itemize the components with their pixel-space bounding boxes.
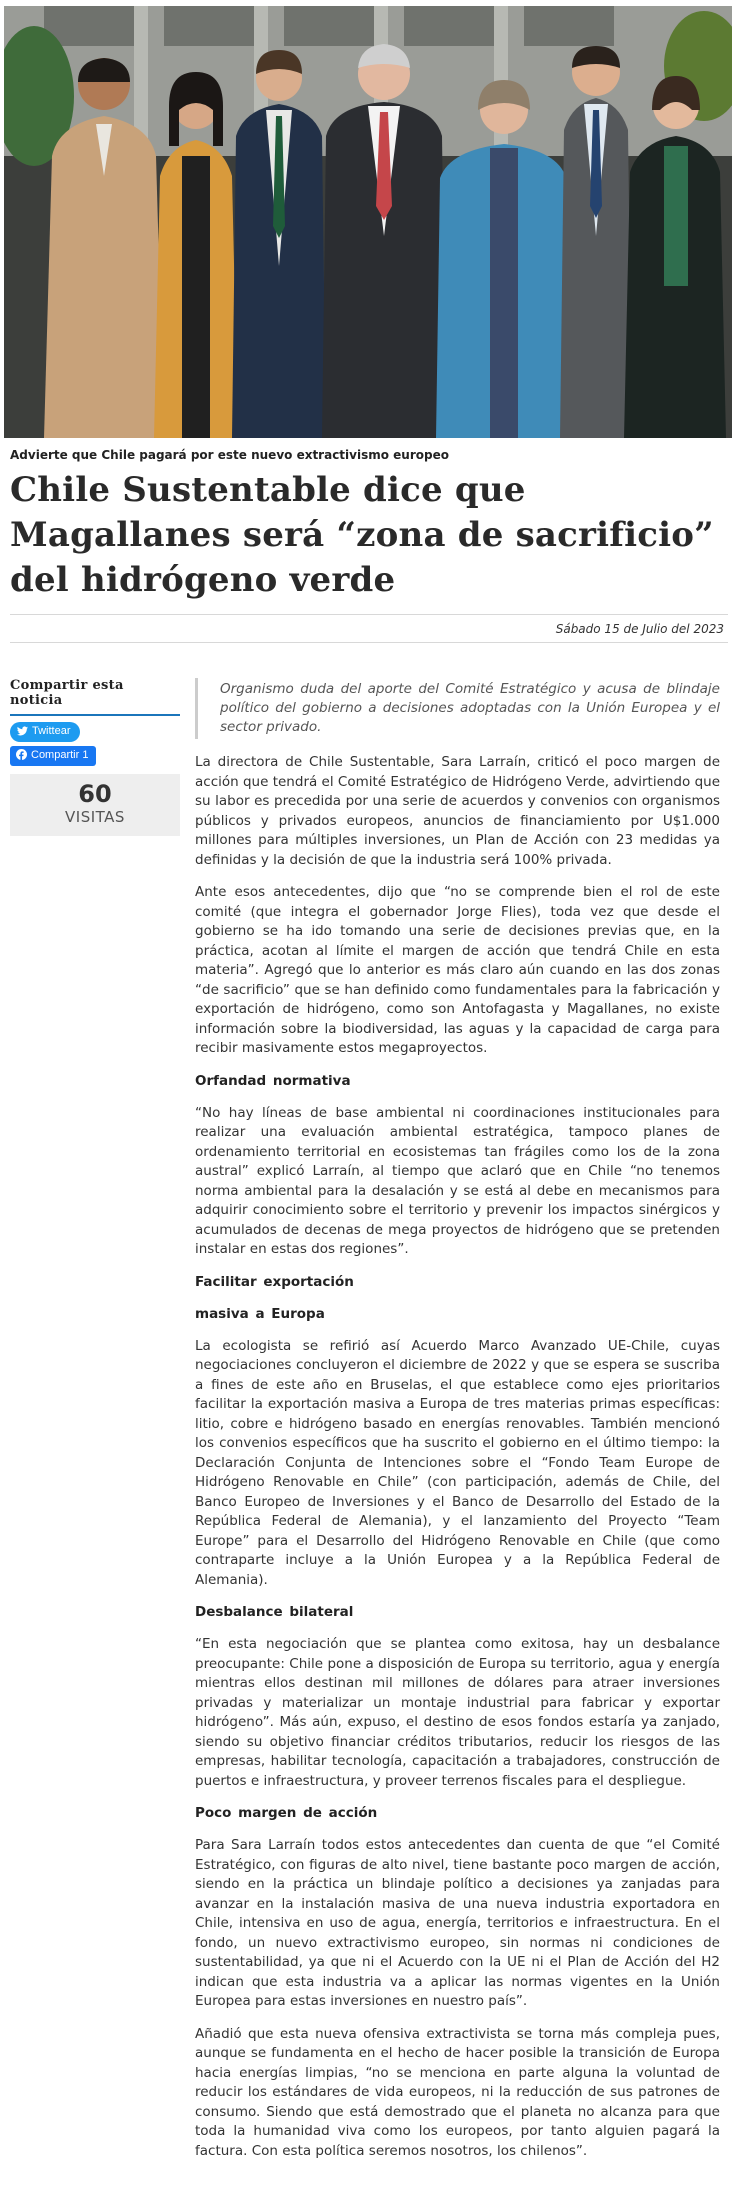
section-heading: Poco margen de acción bbox=[195, 1805, 378, 1821]
visits-label: VISITAS bbox=[65, 808, 125, 826]
article-date: Sábado 15 de Julio del 2023 bbox=[555, 622, 724, 636]
hero-photo bbox=[4, 6, 732, 438]
paragraph: Para Sara Larraín todos estos antecedentes dan cuenta de que “el Comité Estratégico, con figuras de alto nivel, tiene bastante poco margen de acción, siendo en la práctica un blindaje político a decisiones ya zanjadas para avanzar en la instalación masiva de una nueva industria exportadora en Chile, intensiva en uso de agua, energía, territorios e infraestructura. En el fondo, un nuevo extractivismo europeo, sin normas ni condiciones de sustentabilidad, ya que ni el Acuerdo con la UE ni el Plan de Acción del H2 indican que esta industria va a aplicar las normas vigentes en la Unión Europea para estas inversiones en nuestro país”. bbox=[195, 1837, 720, 2009]
article-headline: Chile Sustentable dice que Magallanes será “zona de sacrificio” del hidrógeno verde bbox=[10, 470, 714, 600]
section-heading: masiva a Europa bbox=[195, 1305, 325, 1322]
paragraph: Ante esos antecedentes, dijo que “no se comprende bien el rol de este comité (que integra el gobernador Jorge Flies), toda vez que desde el gobierno se ha ido tomando una serie de decisiones previas que, en la práctica, acotan al límite el margen de acción que tendrá Chile en esta materia”. Agregó que lo anterior es más claro aún cuando en las dos zonas “de sacrificio” que se han definido como fundamentales para la fabricación y exportación de hidrógeno, como son Antofagasta y Magallanes, no existe información sobre la biodiversidad, las aguas y la capacidad de carga para recibir masivamente estos megaproyectos. bbox=[195, 884, 720, 1056]
divider bbox=[10, 642, 728, 643]
paragraph: Añadió que esta nueva ofensiva extractivista se torna más compleja pues, aunque se fundamenta en el hecho de hacer posible la transición de Europa hacia energías limpias, “no se menciona en parte alguna la voluntad de reducir los estándares de vida europeos, ni la reducción de sus patrones de consumo. Siendo que está demostrado que el planeta no alcanza para que toda la humanidad viva como los europeos, por tanto alguien pagará la factura. Con esta política seremos nosotros, los chilenos”. bbox=[195, 2025, 720, 2159]
facebook-icon bbox=[16, 749, 27, 763]
paragraph: “En esta negociación que se plantea como exitosa, hay un desbalance preocupante: Chile pone a disposición de Europa su territorio, agua y energía mientras ellos destinan mil millones de dólares para atraer inversiones privadas y materializar un montaje industrial para fabricar y exportar hidrógeno”. Más aún, expuso, el destino de esos fondos estaría ya zanjado, siendo su objetivo financiar créditos tributarios, reducir los riesgos de las empresas, habilitar tecnología, capacitación a trabajadores, construcción de puertos e infraestructura, y proveer terrenos fiscales para el despliegue. bbox=[195, 1636, 720, 1789]
paragraph: La directora de Chile Sustentable, Sara Larraín, criticó el poco margen de acción que tendrá el Comité Estratégico de Hidrógeno Verde, advirtiendo que su labor es precedida por una serie de acuerdos y convenios con organismos públicos y privados europeos, anuncios de financiamiento por U$1.000 millones para múltiples inversiones, un Plan de Acción con 23 medidas ya definidas y la decisión de que la industria será 100% privada. bbox=[195, 754, 720, 868]
facebook-share-label: Compartir 1 bbox=[31, 749, 89, 761]
article-kicker: Advierte que Chile pagará por este nuevo extractivismo europeo bbox=[10, 448, 449, 462]
paragraph: La ecologista se refirió así Acuerdo Marco Avanzado UE-Chile, cuyas negociaciones concluyeron el diciembre de 2022 y que se espera se suscriba a fines de este año en Bruselas, el que establece como ejes prioritarios facilitar la exportación masiva a Europa de tres materias primas específicas: litio, cobre e hidrógeno basado en energías renovables. También mencionó los convenios específicos que ha suscrito el gobierno en el último tiempo: la Declaración Conjunta de Intenciones sobre el “Fondo Team Europe de Hidrógeno Renovable en Chile” (con participación, además de Chile, del Banco Europeo de Inversiones y el Banco de Desarrollo del Estado de la República Federal de Alemania), y el lanzamiento del Proyecto “Team Europe” para el Desarrollo del Hidrógeno Renovable en Chile (que como contraparte incluye a la Unión Europea y a la República Federal de Alemania). bbox=[195, 1337, 720, 1588]
paragraph: “No hay líneas de base ambiental ni coordinaciones institucionales para realizar una evaluación ambiental estratégica, tampoco planes de ordenamiento territorial en ecosistemas tan frágiles como los de la zona austral” explicó Larraín, al tiempo que aclaró que en Chile “no tenemos norma ambiental para la desalación y se está al debe en mecanismos para adquirir conocimiento sobre el territorio y prevenir los impactos sinérgicos y acumulados de decenas de mega proyectos de hidrógeno que se pretenden instalar en estas dos regiones”. bbox=[195, 1104, 720, 1257]
twitter-bird-icon bbox=[17, 726, 28, 739]
article-body bbox=[195, 678, 720, 2174]
article-lead: Organismo duda del aporte del Comité Estratégico y acusa de blindaje político del gobierno a decisiones adoptadas con la Unión Europea y el sector privado. bbox=[195, 678, 720, 739]
divider bbox=[10, 614, 728, 615]
twitter-share-label: Twittear bbox=[32, 725, 71, 737]
visits-count: 60 bbox=[78, 780, 112, 808]
group-photo-illustration bbox=[4, 6, 732, 438]
share-sidebar bbox=[10, 678, 180, 836]
share-title: Compartir esta noticia bbox=[10, 678, 180, 716]
twitter-share-button[interactable] bbox=[10, 722, 80, 742]
section-heading: Desbalance bilateral bbox=[195, 1604, 354, 1620]
visits-counter bbox=[10, 774, 180, 836]
facebook-share-button[interactable] bbox=[10, 746, 96, 766]
section-heading: Orfandad normativa bbox=[195, 1072, 351, 1089]
section-heading: Facilitar exportación bbox=[195, 1273, 354, 1290]
